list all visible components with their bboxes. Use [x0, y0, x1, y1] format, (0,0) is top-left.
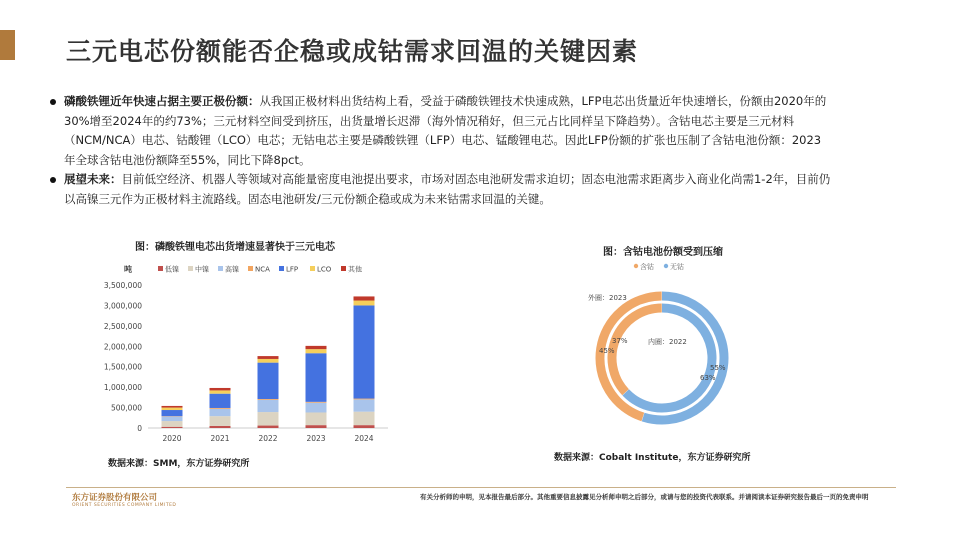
bullet-dot-icon	[50, 177, 56, 183]
bar-segment	[210, 388, 231, 390]
bar-segment	[258, 359, 279, 363]
legend-label: 其他	[348, 265, 362, 274]
y-axis-unit: 吨	[124, 265, 132, 274]
legend-swatch	[341, 266, 346, 271]
bar-segment	[162, 406, 183, 408]
bullet-item-outlook	[48, 170, 888, 209]
bar-segment	[162, 417, 183, 421]
legend-label: 低镍	[165, 265, 179, 274]
bullet-text-line: 以高镍三元作为正极材料主流路线。固态电池研发/三元份额企稳或成为未来钴需求回温的关键。	[64, 191, 551, 206]
outer-ring-label: 外圈：2023	[588, 294, 627, 302]
y-tick-label: 2,500,000	[103, 321, 142, 331]
bullet-lead: 磷酸铁锂近年快速占据主要正极份额：	[64, 94, 260, 108]
bullet-text-line: 从我国正极材料出货结构上看，受益于磷酸铁锂技术快速成熟，LFP电芯出货量近年快速增长，份额由2020年的	[259, 94, 827, 108]
bar-segment	[306, 403, 327, 413]
y-tick-label: 3,500,000	[103, 281, 142, 290]
y-tick-label: 500,000	[110, 403, 142, 413]
bar-segment	[258, 363, 279, 399]
legend-swatch	[158, 266, 163, 271]
legend-label: 高镍	[225, 265, 239, 274]
bar-chart	[100, 258, 400, 458]
bar-chart-title: 图：磷酸铁锂电芯出货增速显著快于三元电芯	[135, 242, 335, 253]
bar-segment	[306, 349, 327, 353]
bar-segment	[354, 399, 375, 411]
bar-segment	[210, 390, 231, 393]
bar-segment	[306, 412, 327, 425]
legend-label: 中镍	[195, 265, 209, 274]
page-title: 三元电芯份额能否企稳或成钴需求回温的关键因素	[66, 37, 639, 66]
inner-ring-label: 内圈：2022	[648, 338, 687, 346]
ring-value-label: 63%	[700, 374, 716, 382]
bar-segment	[162, 427, 183, 428]
company-logo-subtitle: ORIENT SECURITIES COMPANY LIMITED	[72, 503, 177, 508]
bar-segment	[354, 425, 375, 428]
legend-swatch	[310, 266, 315, 271]
ring-slice	[612, 308, 662, 392]
legend-label: 无钴	[670, 263, 684, 271]
bar-segment	[210, 409, 231, 416]
bar-segment	[210, 394, 231, 408]
legend-swatch	[248, 266, 253, 271]
legend-swatch	[218, 266, 223, 271]
ring-chart-source: 数据来源：Cobalt Institute，东方证券研究所	[554, 453, 751, 463]
bar-segment	[258, 400, 279, 412]
ring-value-label: 55%	[710, 364, 726, 372]
bar-segment	[258, 426, 279, 428]
footer-disclaimer: 有关分析师的申明，见本报告最后部分。其他重要信息披露见分析师申明之后部分，或请与您的投资代表联系。并请阅读本证券研究报告最后一页的免责申明	[420, 493, 869, 501]
ring-chart	[570, 258, 770, 438]
bullet-text-line: （NCM/NCA）电芯、钴酸锂（LCO）电芯；无钴电芯主要是磷酸铁锂（LFP）电芯、锰酸锂电芯。因此LFP份额的扩张也压制了含钴电池份额：2023	[64, 133, 822, 147]
x-tick-label: 2022	[258, 434, 278, 443]
y-tick-label: 3,000,000	[103, 301, 142, 311]
bar-segment	[306, 402, 327, 403]
x-tick-label: 2023	[306, 434, 326, 443]
bar-segment	[162, 421, 183, 427]
y-tick-label: 1,000,000	[103, 383, 142, 393]
bar-segment	[306, 346, 327, 349]
legend-label: 含钴	[640, 263, 654, 271]
y-tick-label: 2,000,000	[103, 342, 142, 352]
bullet-dot-icon	[50, 99, 56, 105]
bullet-list	[48, 92, 888, 209]
ring-slice	[626, 308, 712, 408]
bar-segment	[258, 356, 279, 359]
bar-segment	[354, 296, 375, 300]
bullet-lead: 展望未来：	[64, 172, 122, 186]
bar-segment	[258, 399, 279, 400]
legend-label: LCO	[317, 265, 332, 274]
bar-segment	[210, 426, 231, 428]
x-tick-label: 2024	[354, 434, 374, 443]
company-logo: 东方证券股份有限公司	[72, 493, 158, 503]
bar-segment	[354, 301, 375, 306]
ring-value-label: 37%	[612, 337, 628, 345]
bar-segment	[210, 408, 231, 409]
legend-label: NCA	[255, 265, 270, 274]
x-tick-label: 2021	[210, 434, 230, 443]
x-tick-label: 2020	[162, 434, 182, 443]
bar-segment	[354, 399, 375, 400]
legend-swatch	[279, 266, 284, 271]
legend-swatch	[188, 266, 193, 271]
y-tick-label: 1,500,000	[103, 362, 142, 372]
bullet-text-line: 30%增至2024年的约73%；三元材料空间受到挤压，出货量增长迟滞（海外情况稍好，但三元占比同样呈下降趋势）。含钴电芯主要是三元材料	[64, 113, 795, 128]
bar-segment	[354, 305, 375, 398]
legend-label: LFP	[286, 265, 299, 274]
bullet-text-line: 年全球含钴电池份额降至55%，同比下降8pct。	[64, 152, 311, 167]
bullet-item-lfp	[48, 92, 888, 170]
ring-value-label: 45%	[599, 347, 615, 355]
ring-chart-title: 图：含钴电池份额受到压缩	[603, 247, 723, 258]
bar-segment	[258, 412, 279, 425]
bar-segment	[354, 412, 375, 425]
legend-marker	[634, 264, 638, 268]
bar-segment	[306, 425, 327, 428]
bar-segment	[306, 353, 327, 402]
bar-segment	[162, 408, 183, 410]
footer-divider	[66, 487, 896, 488]
bar-segment	[210, 416, 231, 426]
bullet-text-line: 目前低空经济、机器人等领域对高能量密度电池提出要求，市场对固态电池研发需求迫切；固态电池需求距离步入商业化尚需1-2年，目前仍	[121, 172, 831, 186]
legend-marker	[664, 264, 668, 268]
y-tick-label: 0	[137, 424, 142, 433]
bar-chart-source: 数据来源：SMM，东方证券研究所	[108, 459, 250, 469]
bar-segment	[162, 410, 183, 416]
title-accent-bar	[0, 30, 15, 60]
